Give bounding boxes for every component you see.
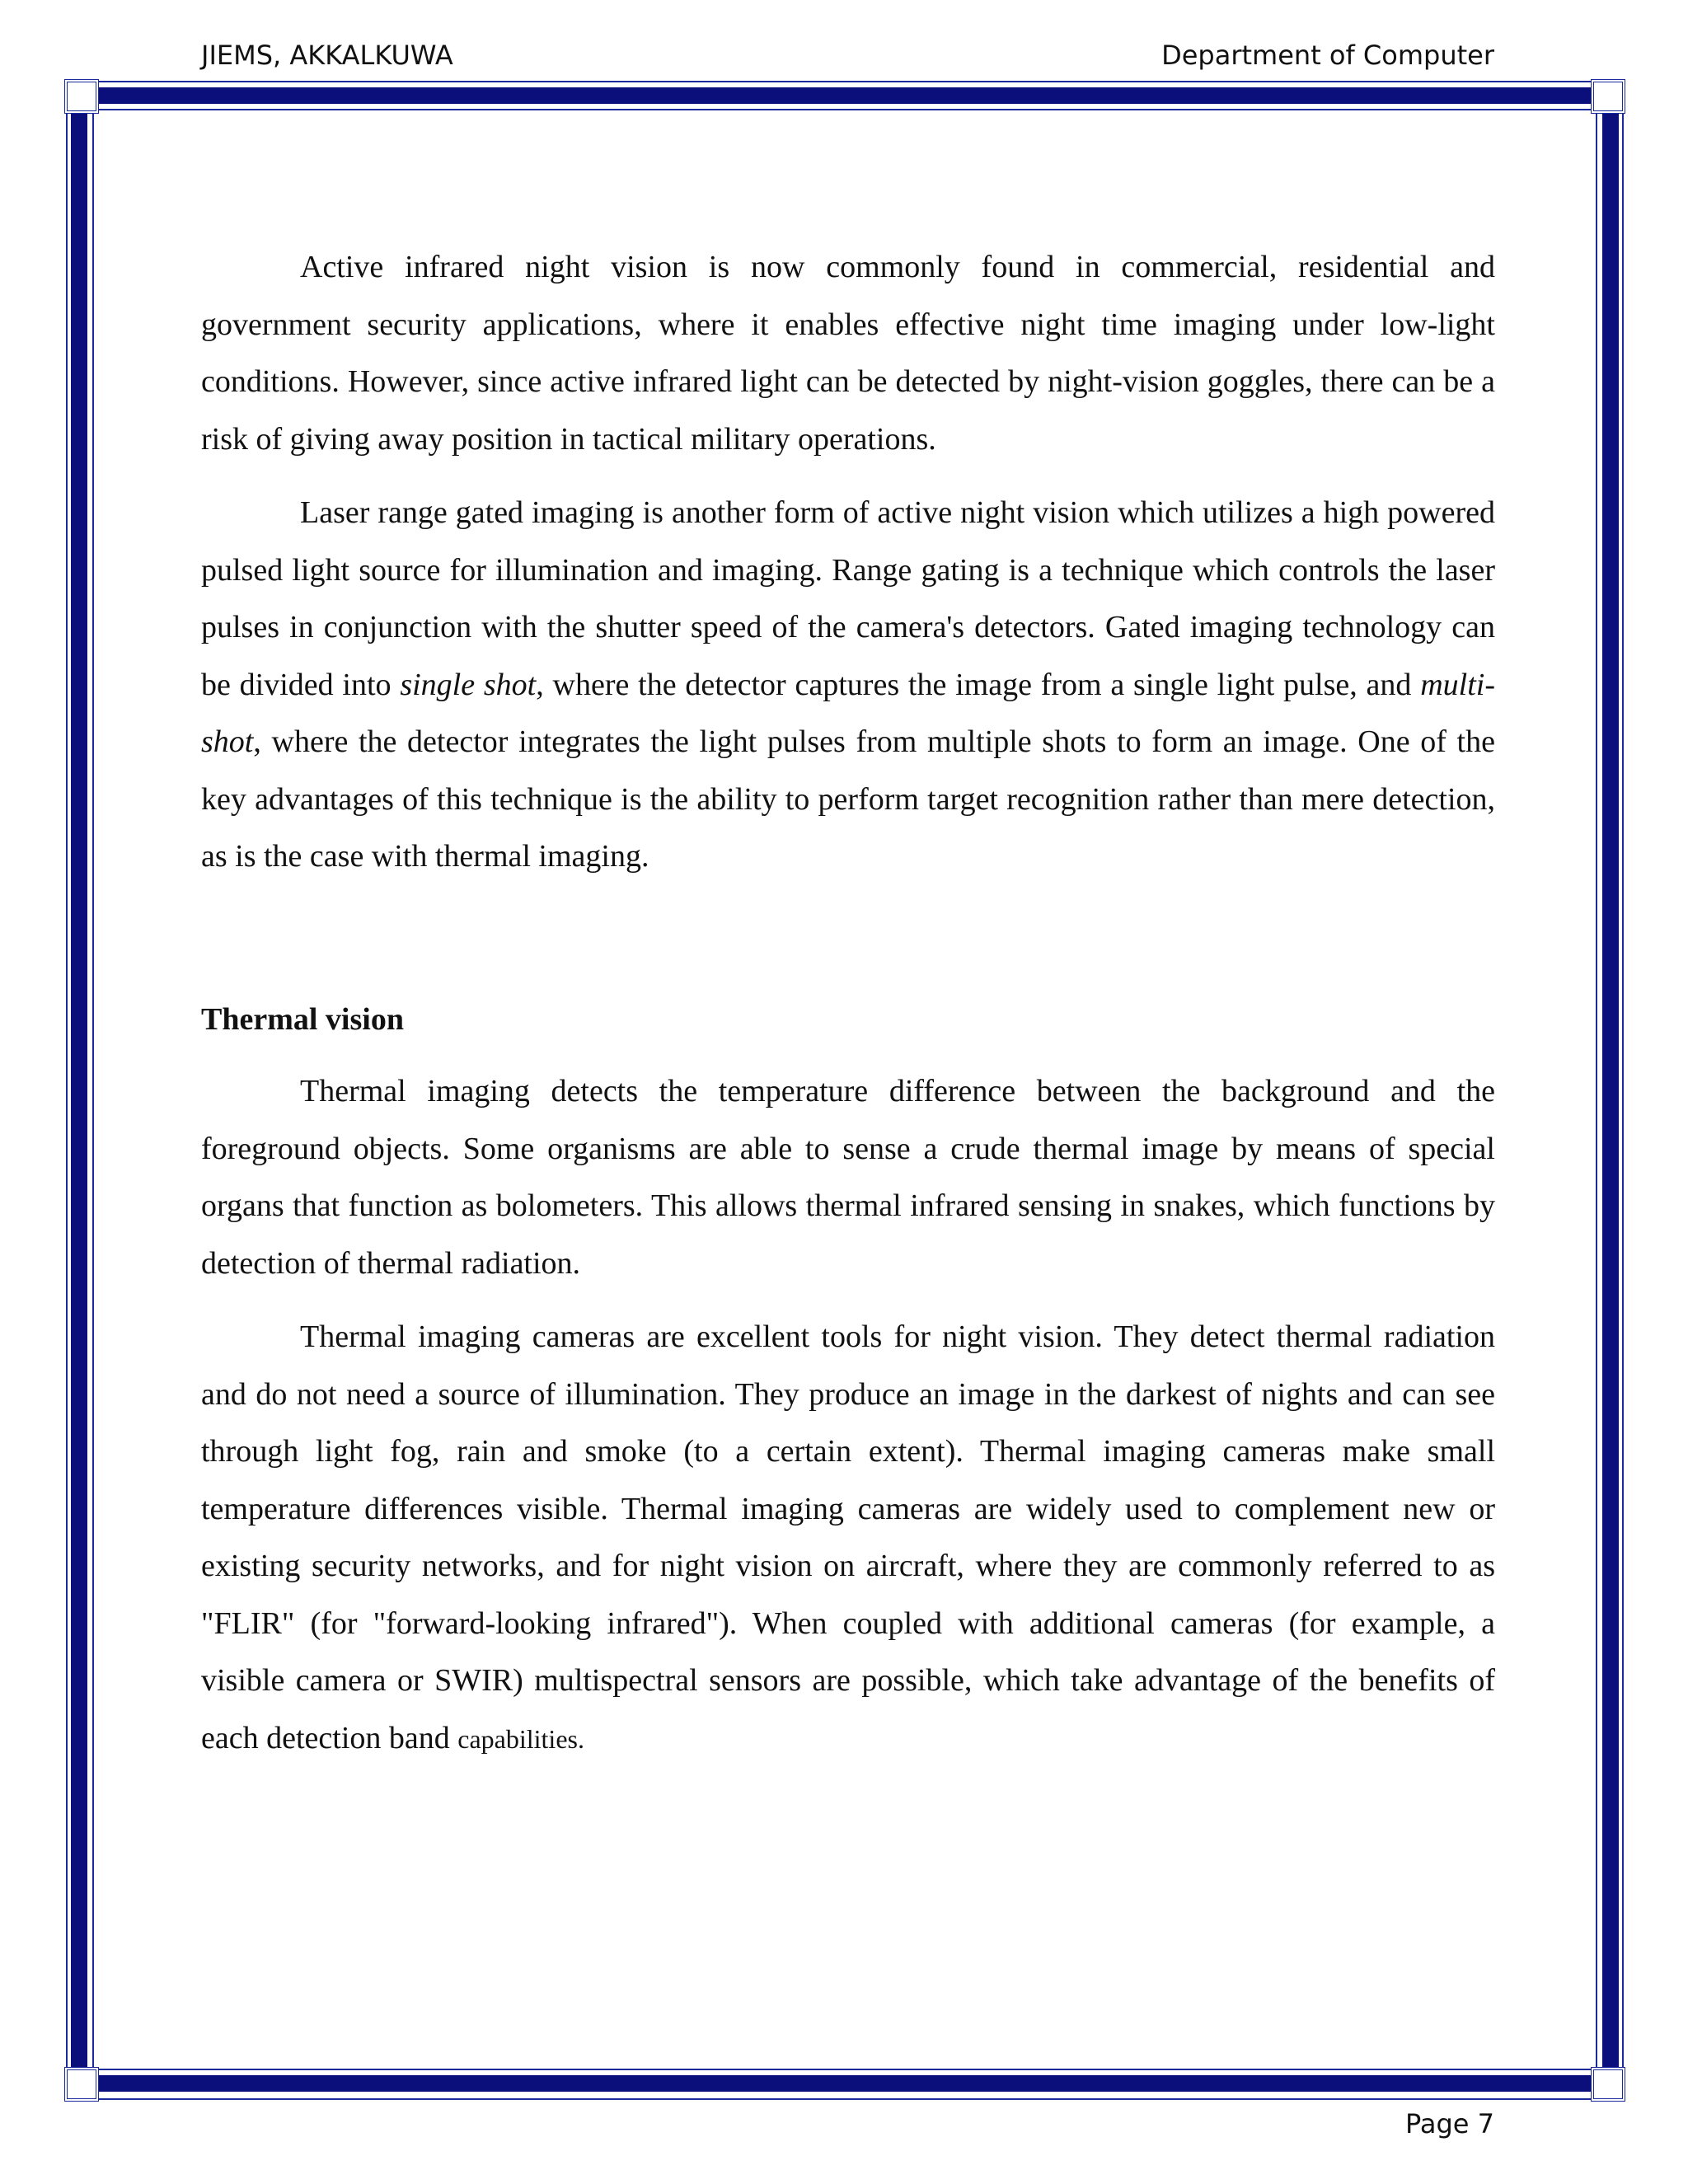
header-department: Department of Computer: [1161, 40, 1494, 71]
paragraph-active-infrared: Active infrared night vision is now commonly found in commercial, residential and government security applications, where it enables effective night time imaging under low-light conditions. However, since active infrared light can be detected by night-vision goggles, there can be a risk of giving away position in tactical military operations.: [201, 250, 1495, 457]
border-corner-ornament: [1591, 2067, 1625, 2102]
page-number: Page 7: [1405, 2108, 1494, 2139]
paragraph-text-small: capabilities.: [457, 1723, 584, 1754]
paragraph-text: Thermal imaging cameras are excellent tools for night vision. They detect thermal radiation and do not need a source of illumination. They produce an image in the darkest of nights and can see through light fog, rain and smoke (to a certain extent). Thermal imaging cameras make small temperature differences visible. Thermal imaging cameras are widely used to complement new or existing security networks, and for night vision on aircraft, where they are commonly referred to as "FLIR" (for "forward-looking infrared"). When coupled with additional cameras (for example, a visible camera or SWIR) multispectral sensors are possible, which take advantage of the benefits of each detection band: [201, 1319, 1495, 1755]
paragraph-thermal-imaging: Thermal imaging detects the temperature difference between the background and the foreground objects. Some organisms are able to sense a crude thermal image by means of special organs that function as bolometers. This allows thermal infrared sensing in snakes, which functions by detection of thermal radiation.: [201, 1074, 1495, 1281]
border-corner-ornament: [64, 79, 99, 114]
page-header: [201, 40, 1494, 81]
term-multi-shot: multi-shot: [201, 667, 1495, 759]
paragraph-thermal-cameras: [201, 1309, 1495, 1768]
section-heading-thermal-vision: Thermal vision: [201, 1001, 404, 1037]
header-institution: JIEMS, AKKALKUWA: [201, 40, 453, 71]
paragraph-text: Laser range gated imaging is another form of active night vision which utilizes a high powered pulsed light source for illumination and imaging. Range gating is a technique which controls the laser pulses in conjunction with the shutter speed of the camera's detectors. Gated imaging technology can be divided into: [201, 495, 1495, 702]
border-corner-ornament: [64, 2067, 99, 2102]
border-corner-ornament: [1591, 79, 1625, 114]
page-body: [201, 239, 1495, 1784]
paragraph-laser-gated: [201, 485, 1495, 886]
paragraph-text: , where the detector captures the image from a single light pulse, and: [536, 667, 1421, 702]
paragraph-text: , where the detector integrates the light pulses from multiple shots to form an image. One of the key advantages of this technique is the ability to perform target recognition rather than mere detection, as is the case with thermal imaging.: [201, 724, 1495, 874]
term-single-shot: single shot: [400, 667, 537, 702]
